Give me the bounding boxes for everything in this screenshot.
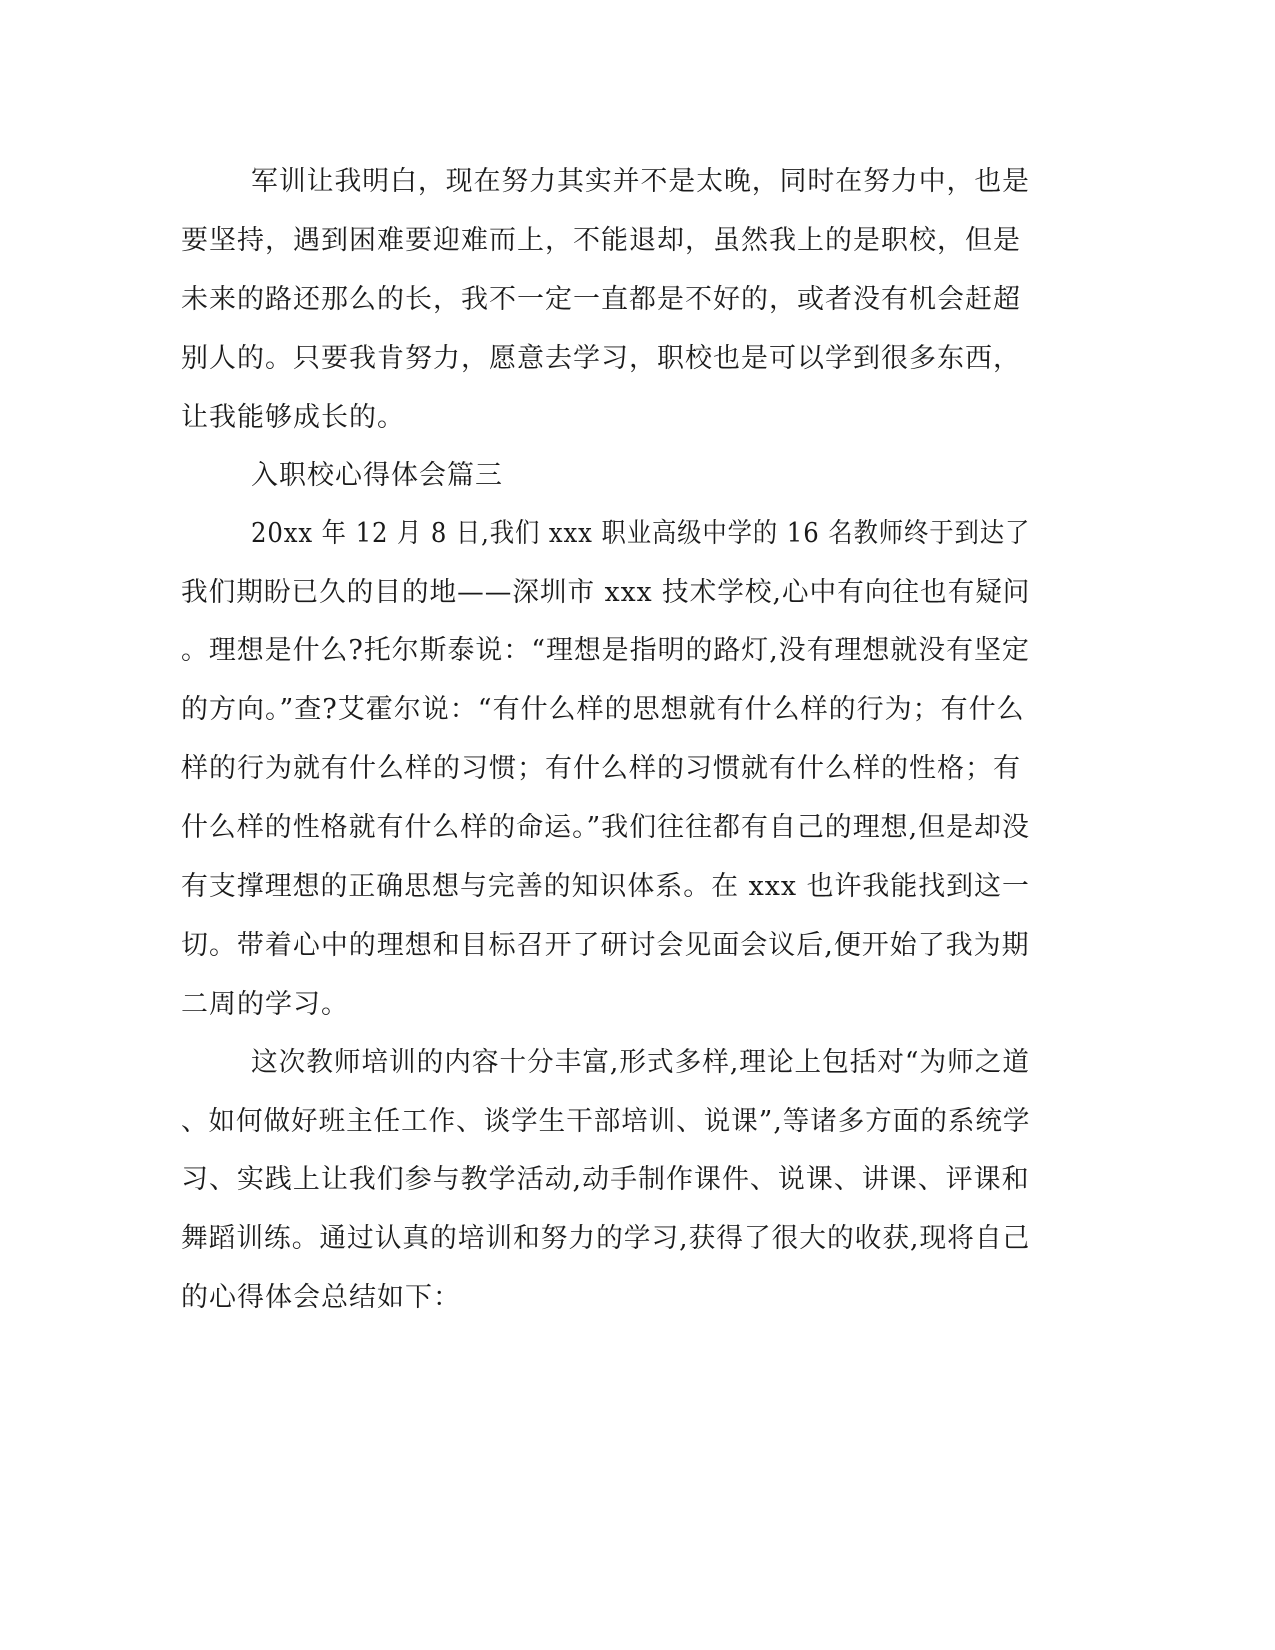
paragraph-2-line-6: 什么样的性格就有什么样的命运。”我们往往都有自己的理想,但是却没 [181,812,1030,843]
paragraph-3-line-1: 这次教师培训的内容十分丰富,形式多样,理论上包括对“为师之道 [251,1047,1030,1078]
paragraph-2-line-9: 二周的学习。 [181,989,349,1020]
paragraph-2-line-3: 。理想是什么?托尔斯泰说：“理想是指明的路灯,没有理想就没有坚定 [181,635,1030,666]
paragraph-1-line-5: 让我能够成长的。 [181,402,405,433]
paragraph-3-line-5: 的心得体会总结如下： [181,1282,461,1313]
paragraph-2-line-8: 切。带着心中的理想和目标召开了研讨会见面会议后,便开始了我为期 [181,930,1030,961]
paragraph-2-line-4: 的方向。”查?艾霍尔说：“有什么样的思想就有什么样的行为；有什么 [181,694,1025,725]
paragraph-2-line-7: 有支撑理想的正确思想与完善的知识体系。在 xxx 也许我能找到这一 [181,871,1030,902]
paragraph-1-line-1: 军训让我明白，现在努力其实并不是太晚，同时在努力中，也是 [251,166,1030,197]
paragraph-1-line-2: 要坚持，遇到困难要迎难而上，不能退却，虽然我上的是职校，但是 [181,225,1021,256]
paragraph-2-line-5: 样的行为就有什么样的习惯；有什么样的习惯就有什么样的性格；有 [181,753,1021,784]
paragraph-3-line-3: 习、实践上让我们参与教学活动,动手制作课件、说课、讲课、评课和 [181,1164,1030,1195]
paragraph-3-line-2: 、如何做好班主任工作、谈学生干部培训、说课”,等诸多方面的系统学 [181,1106,1031,1137]
paragraph-2-line-2: 我们期盼已久的目的地——深圳市 xxx 技术学校,心中有向往也有疑问 [181,577,1031,608]
section-heading: 入职校心得体会篇三 [251,460,503,491]
paragraph-2-line-1: 20xx 年 12 月 8 日,我们 xxx 职业高级中学的 16 名教师终于到达了 [251,518,1031,549]
paragraph-3-line-4: 舞蹈训练。通过认真的培训和努力的学习,获得了很大的收获,现将自己 [181,1223,1031,1254]
paragraph-1-line-4: 别人的。只要我肯努力，愿意去学习，职校也是可以学到很多东西， [181,343,1021,374]
paragraph-1-line-3: 未来的路还那么的长，我不一定一直都是不好的，或者没有机会赶超 [181,284,1021,315]
